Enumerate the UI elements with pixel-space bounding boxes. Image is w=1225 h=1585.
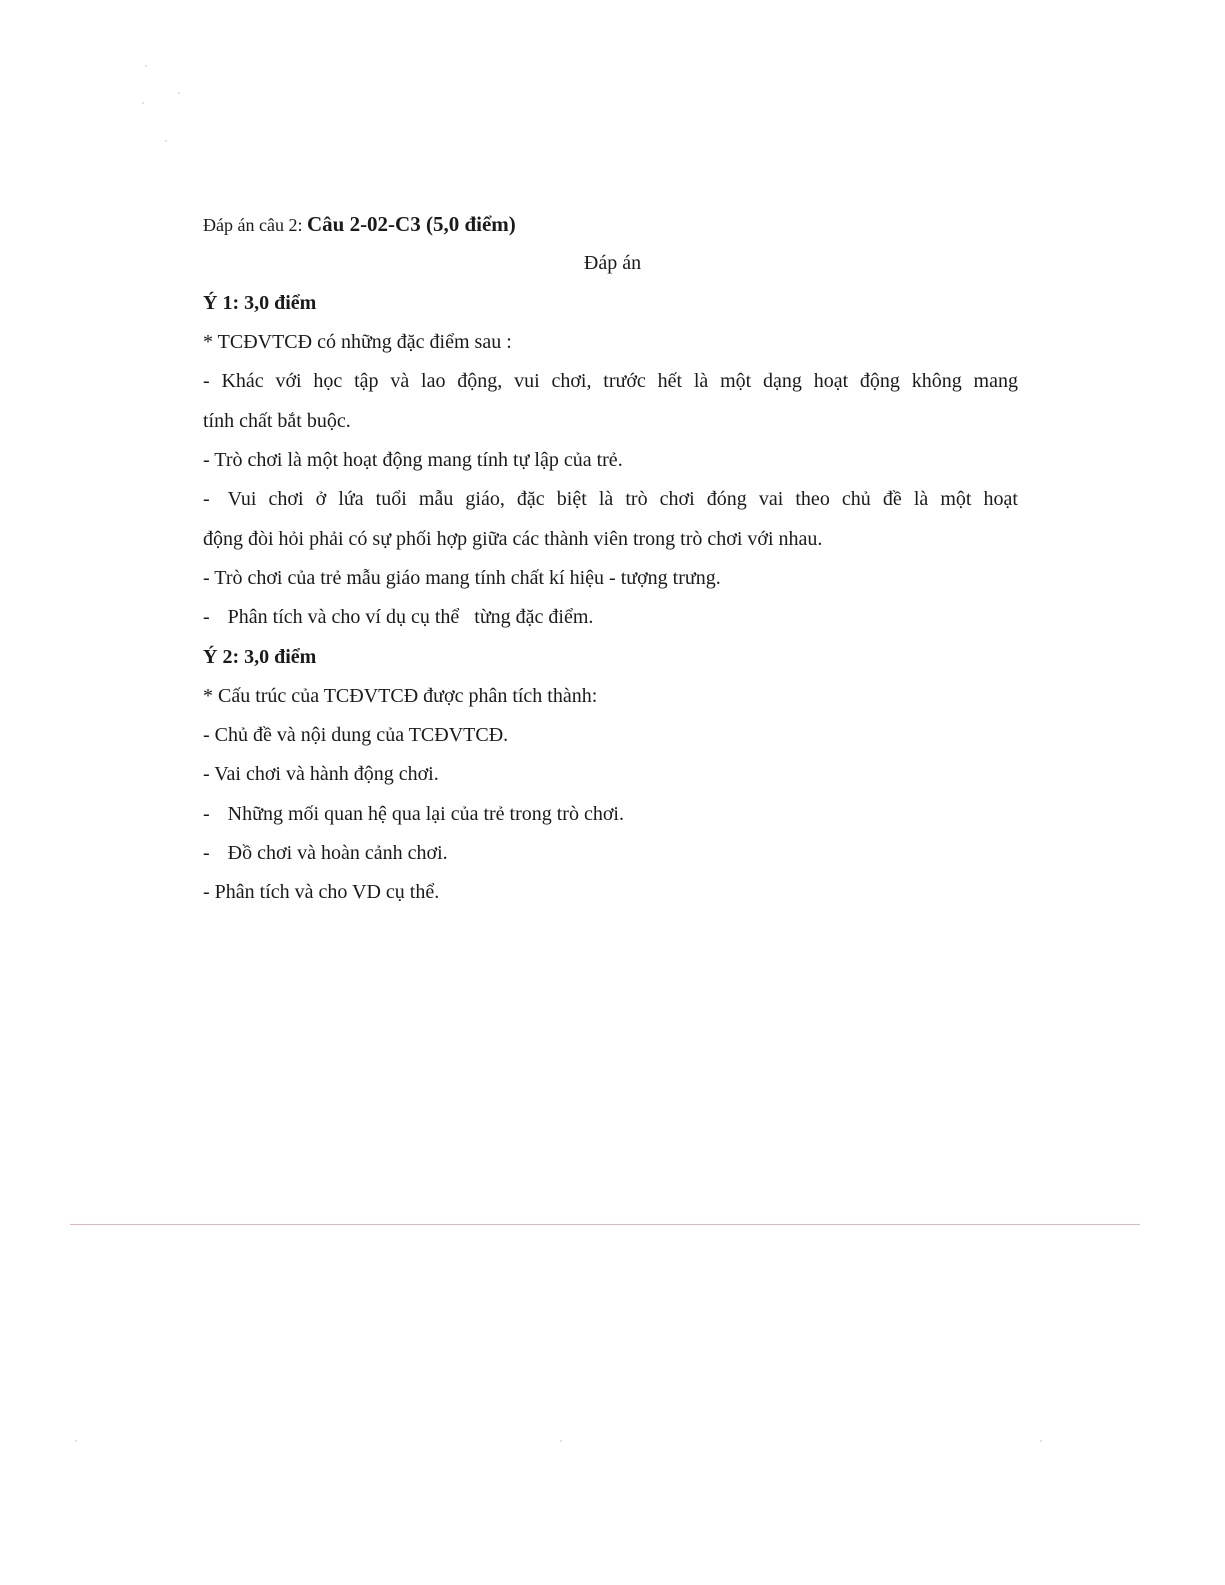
part1-line4: - Trò chơi của trẻ mẫu giáo mang tính chất kí hiệu - tượng trưng. <box>203 567 721 589</box>
scan-speck <box>145 65 147 67</box>
part2-line4-dash: - <box>203 842 210 864</box>
part1-line5-dash: - <box>203 606 210 628</box>
scan-speck <box>178 92 180 94</box>
scan-speck <box>142 102 144 104</box>
part2-line5: - Phân tích và cho VD cụ thể. <box>203 881 440 903</box>
question-code: Câu 2-02-C3 (5,0 điểm) <box>306 212 516 236</box>
horizontal-rule <box>70 1224 1140 1225</box>
part1-line3a <box>203 487 1018 511</box>
part1-line5 <box>203 605 593 629</box>
part2-line2: - Vai chơi và hành động chơi. <box>203 763 439 785</box>
answer-subtitle: Đáp án <box>583 252 642 274</box>
scan-speck <box>560 1440 562 1442</box>
part2-line3-dash: - <box>203 803 210 825</box>
part1-line1b: tính chất bắt buộc. <box>203 410 351 432</box>
scan-speck <box>75 1440 77 1442</box>
part1-heading: Ý 1: 3,0 điểm <box>203 292 317 314</box>
part2-line4 <box>203 841 448 865</box>
part1-line1a: - Khác với học tập và lao động, vui chơi, trước hết là một dạng hoạt động không mang <box>203 370 1018 392</box>
part2-line3 <box>203 802 624 826</box>
part1-line3b: động đòi hỏi phải có sự phối hợp giữa các thành viên trong trò chơi với nhau. <box>203 528 823 550</box>
part2-line1: - Chủ đề và nội dung của TCĐVTCĐ. <box>203 724 509 746</box>
part2-intro: * Cấu trúc của TCĐVTCĐ được phân tích thành: <box>203 685 598 707</box>
part1-intro: * TCĐVTCĐ có những đặc điểm sau : <box>203 331 512 353</box>
scan-speck <box>165 140 167 142</box>
part2-line3-text: Những mối quan hệ qua lại của trẻ trong trò chơi. <box>227 803 624 825</box>
part1-line3a-dash: - <box>203 488 210 510</box>
part1-line5-text: Phân tích và cho ví dụ cụ thể từng đặc điểm. <box>227 606 594 628</box>
part2-heading: Ý 2: 3,0 điểm <box>203 646 317 668</box>
part2-line4-text: Đồ chơi và hoàn cảnh chơi. <box>227 842 448 864</box>
scan-speck <box>1040 1440 1042 1442</box>
part1-line3a-text: Vui chơi ở lứa tuổi mẫu giáo, đặc biệt là trò chơi đóng vai theo chủ đề là một hoạt <box>227 488 1018 510</box>
part1-line2: - Trò chơi là một hoạt động mang tính tự lập của trẻ. <box>203 449 623 471</box>
answer-header-prefix: Đáp án câu 2: <box>203 215 307 235</box>
answer-header <box>203 212 516 237</box>
spacer <box>210 487 228 511</box>
